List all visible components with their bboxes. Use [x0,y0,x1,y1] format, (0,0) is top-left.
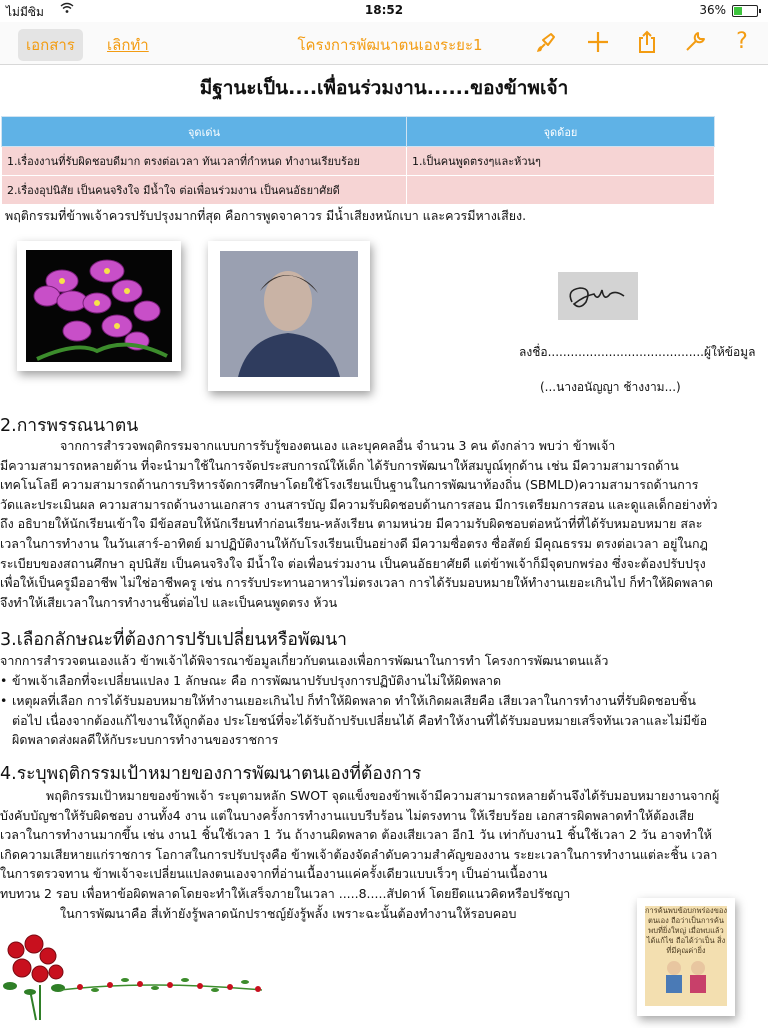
orchid-photo[interactable] [17,241,181,371]
wrench-icon[interactable] [681,28,709,56]
page-subtitle: มีฐานะเป็น....เพื่อนร่วมงาน......ของข้าพเจ้า [199,77,569,99]
paragraph-line: เทคโนโลยี ความสามารถด้านการบริหารจัดการศึกษาโดยใช้โรงเรียนเป็นฐานในการพัฒนาท้องถิ่น (SBMLD)ความสามารถด้านการ [0,477,699,493]
table-cell [407,176,715,205]
paragraph-line: มีความสามารถหลายด้าน ที่จะนำมาใช้ในการจัดประสบการณ์ให้เด็ก ได้รับการพัฒนาให้สมบูณ์ทุกด้าน เช่น มีความสามารถด้าน [0,457,679,473]
table-row [2,176,715,205]
paragraph-line: เกิดความเสียหายแก่ราชการ โอกาสในการปรับปรุงคือ ข้าพเจ้าต้องจัดลำดับความสำคัญของงาน ระยะเวลาในการทำงานแต่ละชิ้น เวลา [0,846,718,862]
table-cell: 1.เรื่องงานที่รับผิดชอบดีมาก ตรงต่อเวลา ทันเวลาที่กำหนด ทำงานเรียบร้อย [2,147,407,176]
paragraph-line: บังคับบัญชาให้รับผิดชอบ งานทั้ง4 งาน แต่ในบางครั้งการทำงานแบบรีบร้อน ไม่ตรงทาน ให้เรียบร้อย เอกสารผิดพลาดทำให้ต้องเสีย [0,807,695,823]
carrier-label: ไม่มีซิม [6,5,44,19]
bullet-text: เหตุผลที่เลือก การได้รับมอบหมายให้ทำงานเยอะเกินไป ก็ทำให้ผิดพลาด ทำให้เกิดผลเสียคือ เสียเวลาในการทำงานที่รับผิดชอบชิ้น [12,693,696,708]
paragraph-line: เวลาในการทำงานมากขึ้น เช่น งาน1 ชิ้นใช้เวลา 1 วัน ถ้างานผิดพลาด ต้องเสียเวลา อีก1 วัน เท่ากับงาน1 ชิ้นใช้เวลา 2 วัน อาจทำให้ [0,827,712,843]
bullet-marker: • [0,693,8,708]
poster-text: การค้นพบข้อบกพร่องของตนเอง ถือว่าเป็นการค้นพบที่ยิ่งใหญ่ เมื่อพบแล้วได้แก้ไข ถือได้ว่าเป็น สิ่งที่มีคุณค่ายิ่ง [645,906,727,955]
battery-icon [732,5,758,17]
section-3-intro: จากการสำรวจตนเองแล้ว ข้าพเจ้าได้พิจารณาข้อมูลเกี่ยวกับตนเองเพื่อการพัฒนาในการทำ โครงการพัฒนาตนแล้ว [0,653,609,668]
bullet-item [0,691,768,750]
toolbar [0,22,768,65]
status-bar [0,0,768,22]
paragraph-line: ทบทวน 2 รอบ เพื่อหาข้อผิดพลาดโดยจะทำให้เสร็จภายในเวลา .....8.....สัปดาห์ โดยยึดแนวคิดหรือปรัชญา [0,885,571,901]
battery-fill [734,7,742,15]
paragraph-line: ในการตรวจทาน ข้าพเจ้าจะเปลี่ยนแปลงตนเองจากที่อ่านเนื้องานแค่ครั้งเดียวแบบเร็วๆ เป็นอ่านเนื้องาน [0,866,548,882]
document-title[interactable]: โครงการพัฒนาตนเองระยะ1 [297,36,483,54]
signer-name: (...นางอนัญญา ช้างงาม...) [540,380,681,394]
table-cell: 1.เป็นคนพูดตรงๆและห้วนๆ [407,147,715,176]
behavior-note: พฤติกรรมที่ข้าพเจ้าควรปรับปรุงมากที่สุด คือการพูดจาคาวร มีน้ำเสียงหนักเบา และควรมีหางเสียง. [5,208,527,223]
bullet-text: ข้าพเจ้าเลือกที่จะเปลี่ยนแปลง 1 ลักษณะ คือ การพัฒนาปรับปรุงการปฏิบัติงานไม่ให้ผิดพลาด [12,673,502,688]
share-icon[interactable] [633,28,661,56]
bullet-marker: • [0,673,8,688]
table-header-weaknesses: จุดด้อย [407,117,715,147]
quote-poster[interactable] [637,898,735,1016]
strengths-weaknesses-table [1,116,715,205]
paragraph-line: พฤติกรรมเป้าหมายของข้าพเจ้า ระบุตามหลัก SWOT จุดแข็งของข้าพเจ้ามีความสามารถหลายด้านจึงได้รับมอบหมายงานจากผู้ [46,788,720,803]
battery-percent: 36% [699,3,726,17]
table-row [2,147,715,176]
undo-button[interactable]: เลิกทำ [107,36,149,54]
paragraph-line: ในการพัฒนาคือ สี่เท้ายังรู้พลาดนักปราชญ์ยังรู้พลั้ง เพราะฉะนั้นต้องทำงานให้รอบคอบ [60,905,517,921]
bullet-text: ต่อไป เนื่องจากต้องแก้ไขงานให้ถูกต้อง ประโยชน์ที่จะได้รับถ้าปรับเปลี่ยนได้ คือทำให้งานที่ได้รับมอบหมายเสร็จทันเวลาและไม่มีข้อ [12,712,708,728]
table-cell: 2.เรื่องอุปนิสัย เป็นคนจริงใจ มีน้ำใจ ต่อเพื่อนร่วมงาน เป็นคนอัธยาศัยดี [2,176,407,205]
section-2-body [0,436,768,612]
paragraph-line: วัดและประเมินผล ความสามารถด้านงานเอกสาร งานสารบัญ มีความรับผิดชอบด้านการสอน มีการเตรียมการสอน และดูแลเด็กอย่างทั่ว [0,496,718,512]
paragraph-line: เวลาในการทำงาน ในวันเสาร์-อาทิตย์ มาปฏิบัติงานให้กับโรงเรียนเป็นอย่างดี มีความซื่อตรง ซื่อสัตย์ มีคุณธรรม ตรงต่อเวลา อยู่ในกฎ [0,535,708,551]
paragraph-line: จากการสำรวจพฤติกรรมจากแบบการรับรู้ของตนเอง และบุคคลอื่น จำนวน 3 คน ดังกล่าว พบว่า ข้าพเจ้า [60,438,616,453]
bullet-item [0,671,768,691]
roses-decoration [0,930,270,1024]
document-page[interactable] [0,65,768,1024]
section-3-heading: 3.เลือกลักษณะที่ต้องการปรับเปลี่ยนหรือพัฒนา [0,630,348,650]
bullet-text: ผิดพลาดส่งผลดีให้กับระบบการทำงานของราชการ [12,732,279,748]
plus-icon[interactable] [584,28,612,56]
documents-button[interactable]: เอกสาร [18,29,83,61]
help-icon[interactable]: ? [736,29,748,54]
signature-image [558,272,638,320]
portrait-photo[interactable] [208,241,370,391]
paragraph-line: จึงทำให้เสียเวลาในการทำงานชิ้นต่อไป และเป็นคนพูดตรง ห้วน [0,594,338,610]
section-2-heading: 2.การพรรณนาตน [0,416,139,436]
section-4-heading: 4.ระบุพฤติกรรมเป้าหมายของการพัฒนาตนเองที่ต้องการ [0,764,422,784]
paragraph-line: ระเบียบของสถานศึกษา อุปนิสัย เป็นคนจริงใจ มีน้ำใจ ต่อเพื่อนร่วมงาน เป็นคนอัธยาศัยดี แต่ข้าพเจ้าก็มีจุดบกพร่อง ซึ่งจะต้องปรับปรุง [0,555,706,571]
signature-line: ลงชื่อ.........................................ผู้ให้ข้อมูล [519,345,756,359]
table-header-strengths: จุดเด่น [2,117,407,147]
poster-image [645,906,727,1006]
paragraph-line: เพื่อให้เป็นครูมืออาชีพ ไม่ใช่อาชีพครู เช่น การรับประทานอาหารไม่ตรงเวลา การได้รับมอบหมายให้ทำงานเยอะเกินไป ก็ทำให้ผิดพลาด [0,575,714,591]
clock: 18:52 [364,3,404,17]
brush-icon[interactable] [532,28,560,56]
paragraph-line: ถึง อธิบายให้นักเรียนเข้าใจ มีข้อสอบให้นักเรียนทำก่อนเรียน-หลังเรียน ตามหน่วย มีความรับผิดชอบต่อหน้าที่ที่ได้รับหมอบหมาย สละ [0,516,703,532]
